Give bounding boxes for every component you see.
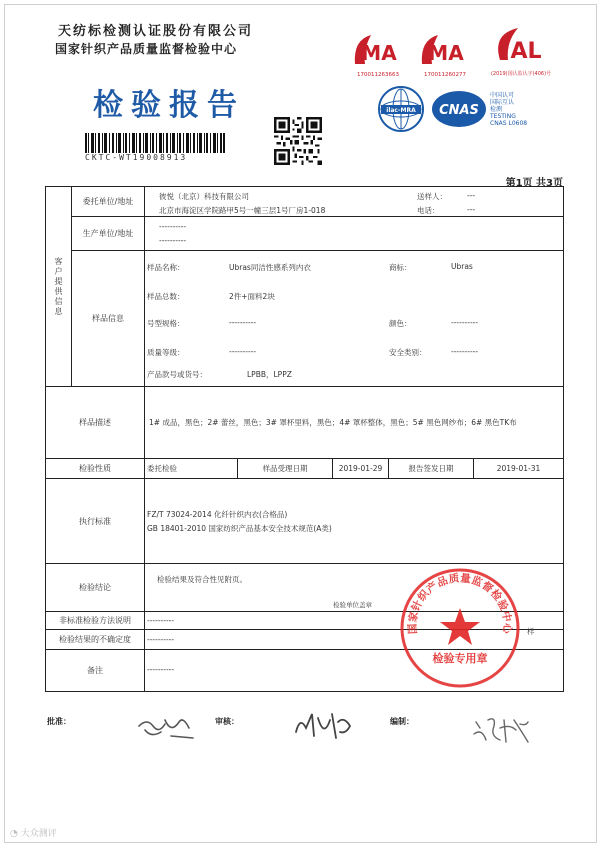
watermark bbox=[10, 826, 57, 839]
grade-value: ---------- bbox=[229, 347, 257, 356]
sample-count-value: 2件+面料2块 bbox=[229, 292, 275, 301]
sample-count-label: 样品总数： bbox=[147, 292, 185, 301]
received-date-value: 2019-01-29 bbox=[333, 459, 389, 478]
entrust-name: 彼悦（北京）科技有限公司 bbox=[159, 192, 249, 201]
reviewer-signature bbox=[292, 708, 354, 744]
seal-bottom-text: 检验专用章 bbox=[432, 652, 488, 665]
model-label: 号型规格： bbox=[147, 319, 185, 328]
cnas-caption-line4: TESTING bbox=[490, 113, 516, 120]
brand-label: 商标： bbox=[389, 263, 412, 272]
item-no-label: 产品款号或货号： bbox=[147, 370, 207, 379]
uncertainty-label: 检验结果的不确定度 bbox=[46, 630, 145, 650]
phone-value: --- bbox=[467, 205, 476, 214]
org-name-line1: 天纺标检测认证股份有限公司 bbox=[58, 24, 254, 39]
sample-info-label: 样品信息 bbox=[72, 251, 145, 387]
ilac-logo bbox=[377, 85, 425, 133]
client-info-section-label: 客户提供信息 bbox=[46, 187, 72, 387]
official-seal-stamp bbox=[398, 566, 522, 690]
conclusion-label: 检验结论 bbox=[46, 564, 145, 612]
sender-label: 送样人： bbox=[417, 192, 447, 201]
uncertainty-value: ---------- bbox=[147, 635, 175, 644]
remarks-value: ---------- bbox=[147, 665, 175, 674]
description-label: 样品描述 bbox=[46, 387, 145, 459]
sample-name-value: Ubras同洁性感系列内衣 bbox=[229, 263, 311, 272]
barcode-number: CKTC-WT19008913 bbox=[85, 153, 188, 162]
safety-value: ---------- bbox=[451, 347, 479, 356]
standard-cell bbox=[145, 479, 564, 564]
color-value: ---------- bbox=[451, 318, 479, 327]
sample-info-cell bbox=[145, 251, 564, 387]
non-standard-method-value: ---------- bbox=[147, 616, 175, 625]
producer-cell bbox=[145, 217, 564, 251]
cal-logo-mark: AL bbox=[510, 39, 542, 64]
prepare-label: 编制： bbox=[390, 717, 414, 726]
cnas-caption-line1: 中国认可 bbox=[490, 92, 515, 99]
review-label: 审核： bbox=[215, 717, 239, 726]
cma-logo-1-mark: MA bbox=[361, 41, 397, 65]
producer-line1: ---------- bbox=[159, 222, 187, 231]
seal-star-icon bbox=[440, 608, 480, 645]
brand-value: Ubras bbox=[451, 262, 473, 271]
inspection-dates-cell bbox=[145, 459, 564, 479]
entrust-label: 委托单位/地址 bbox=[72, 187, 145, 217]
ilac-logo-text: ilac-MRA bbox=[386, 107, 416, 114]
description-cell bbox=[145, 387, 564, 459]
cnas-logo-mark: CNAS bbox=[439, 103, 479, 118]
inspection-nature-value: 委托检验 bbox=[145, 459, 238, 478]
description-text: 1# 成品，黑色；2# 蕾丝，黑色；3# 罩杯里料，黑色；4# 罩杯整体，黑色；5# 黑色网纱布；6# 黑色TK布 bbox=[149, 418, 517, 427]
non-standard-method-label: 非标准检验方法说明 bbox=[46, 612, 145, 630]
remark-side-text: 样 bbox=[527, 627, 535, 636]
standard-label: 执行标准 bbox=[46, 479, 145, 564]
producer-label: 生产单位/地址 bbox=[72, 217, 145, 251]
item-no-value: LPBB，LPPZ bbox=[247, 370, 292, 379]
watermark-icon: ◔ bbox=[10, 829, 21, 839]
grade-label: 质量等级： bbox=[147, 348, 185, 357]
remarks-label: 备注 bbox=[46, 650, 145, 692]
cma-logo-2 bbox=[416, 30, 474, 80]
barcode bbox=[85, 133, 225, 153]
sender-value: --- bbox=[467, 191, 476, 200]
cma-logo-2-mark: MA bbox=[428, 41, 464, 65]
safety-label: 安全类别： bbox=[389, 348, 427, 357]
cnas-caption-line5: CNAS L0608 bbox=[490, 120, 528, 127]
conclusion-text: 检验结果及符合性见附页。 bbox=[157, 575, 247, 584]
cma-logo-2-code: 170011260277 bbox=[424, 72, 466, 78]
standard-line2: GB 18401-2010 国家纺织产品基本安全技术规范(A类) bbox=[147, 524, 332, 533]
seal-ring-text: 国家针织产品质量监督检验中心 bbox=[406, 572, 514, 635]
model-value: ---------- bbox=[229, 318, 257, 327]
cnas-caption-line2: 国际互认 bbox=[490, 99, 515, 106]
received-date-label: 样品受理日期 bbox=[238, 459, 333, 478]
standard-line1: FZ/T 73024-2014 化纤针织内衣(合格品) bbox=[147, 510, 288, 519]
entrust-cell bbox=[145, 187, 564, 217]
sample-name-label: 样品名称： bbox=[147, 263, 185, 272]
issued-date-label: 报告签发日期 bbox=[389, 459, 474, 478]
approve-label: 批准： bbox=[47, 717, 71, 726]
cal-logo-code: (2019)国认监认字(406)号 bbox=[490, 71, 552, 77]
seal-caption: 检验单位盖章 bbox=[333, 601, 372, 609]
cnas-logo bbox=[430, 88, 488, 130]
report-title: 检验报告 bbox=[93, 88, 245, 123]
cal-logo bbox=[484, 24, 558, 80]
issued-date-value: 2019-01-31 bbox=[496, 464, 541, 473]
cma-logo-1 bbox=[349, 30, 407, 80]
entrust-address: 北京市海淀区学院路甲5号一幢三层1号厂房1-018 bbox=[159, 206, 326, 215]
org-name-line2: 国家针织产品质量监督检验中心 bbox=[55, 42, 238, 56]
approver-signature bbox=[135, 712, 197, 746]
producer-line2: ---------- bbox=[159, 236, 187, 245]
preparer-signature bbox=[470, 712, 532, 748]
qr-code bbox=[274, 117, 322, 165]
phone-label: 电话： bbox=[417, 206, 440, 215]
inspection-nature-label: 检验性质 bbox=[46, 459, 145, 479]
cnas-caption-line3: 检测 bbox=[490, 106, 503, 113]
page-number: 第1页 共3页 bbox=[505, 178, 563, 189]
cma-logo-1-code: 170011263663 bbox=[357, 72, 399, 78]
watermark-text: 大众测评 bbox=[20, 829, 57, 839]
color-label: 颜色： bbox=[389, 319, 412, 328]
cnas-caption bbox=[490, 92, 527, 127]
